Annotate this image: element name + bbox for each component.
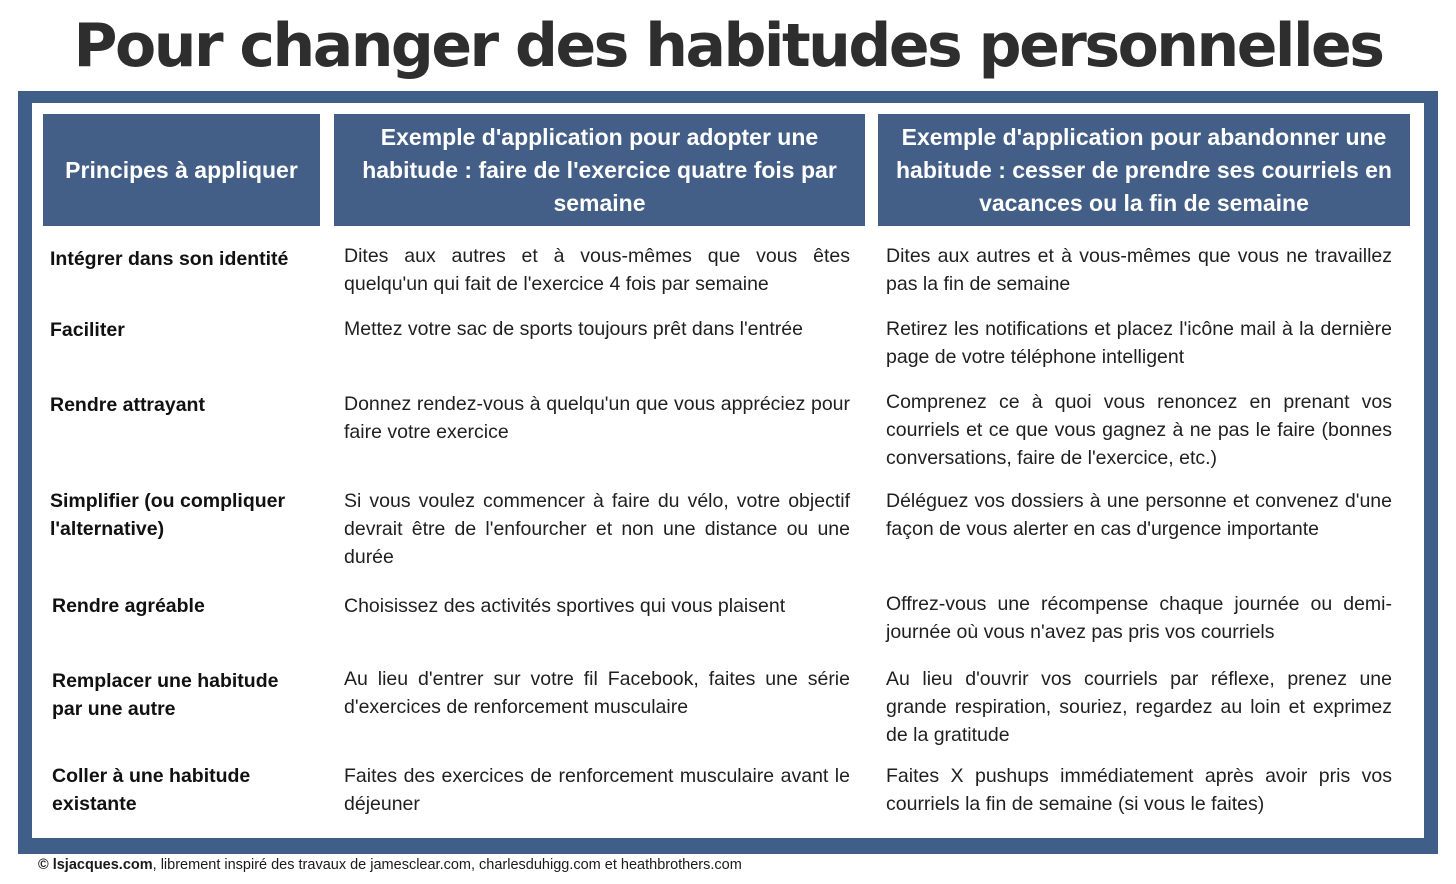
row-principle: Rendre agréable (52, 595, 205, 617)
page-title: Pour changer des habitudes personnelles (73, 11, 1383, 81)
row-adopt-example: Donnez rendez-vous à quelqu'un que vous appréciez pour faire votre exercice (344, 393, 850, 443)
row-adopt-example: Au lieu d'entrer sur votre fil Facebook, faites une série d'exercices de renforcement musculaire (344, 668, 850, 718)
row-principle: Faciliter (50, 319, 125, 341)
row-principle: Simplifier (ou compliquer l'alternative) (50, 490, 286, 540)
row-abandon-example: Offrez-vous une récompense chaque journée ou demi-journée où vous n'avez pas pris vos courriels (886, 593, 1392, 643)
row-abandon-example: Au lieu d'ouvrir vos courriels par réflexe, prenez une grande respiration, souriez, regardez au loin et exprimez de la gratitude (886, 668, 1392, 746)
table-frame (18, 91, 1438, 854)
row-abandon-example: Déléguez vos dossiers à une personne et convenez d'une façon de vous alerter en cas d'urgence importante (886, 490, 1392, 540)
table (32, 103, 1424, 838)
row-principle: Rendre attrayant (50, 394, 205, 416)
row-adopt-example: Si vous voulez commencer à faire du vélo, votre objectif devrait être de l'enfourcher et non une distance ou une durée (344, 490, 850, 568)
row-principle: Coller à une habitude existante (52, 765, 251, 815)
footer-text: , librement inspiré des travaux de jamesclear.com, charlesduhigg.com et heathbrothers.com (152, 857, 742, 873)
row-abandon-example: Faites X pushups immédiatement après avoir pris vos courriels la fin de semaine (si vous le faites) (886, 765, 1392, 815)
footer-brand: © lsjacques.com (38, 857, 153, 873)
row-abandon-example: Dites aux autres et à vous-mêmes que vous ne travaillez pas la fin de semaine (886, 245, 1392, 295)
row-adopt-example: Mettez votre sac de sports toujours prêt dans l'entrée (344, 318, 803, 340)
header-principles: Principes à appliquer (43, 114, 320, 226)
header-abandon-example: Exemple d'application pour abandonner une habitude : cesser de prendre ses courriels en vacances ou la fin de semaine (878, 114, 1410, 226)
footer-credits (38, 857, 742, 873)
header-adopt-example: Exemple d'application pour adopter une habitude : faire de l'exercice quatre fois par semaine (334, 114, 865, 226)
row-principle: Intégrer dans son identité (50, 248, 289, 270)
row-adopt-example: Choisissez des activités sportives qui vous plaisent (344, 595, 786, 617)
row-abandon-example: Retirez les notifications et placez l'icône mail à la dernière page de votre téléphone intelligent (886, 318, 1392, 368)
row-adopt-example: Dites aux autres et à vous-mêmes que vous êtes quelqu'un qui fait de l'exercice 4 fois par semaine (344, 245, 850, 295)
row-principle: Remplacer une habitude par une autre (52, 670, 279, 720)
row-abandon-example: Comprenez ce à quoi vous renoncez en prenant vos courriels et ce que vous gagnez à ne pas le faire (bonnes conversations, faire de l'exercice, etc.) (886, 391, 1392, 469)
row-adopt-example: Faites des exercices de renforcement musculaire avant le déjeuner (344, 765, 850, 815)
